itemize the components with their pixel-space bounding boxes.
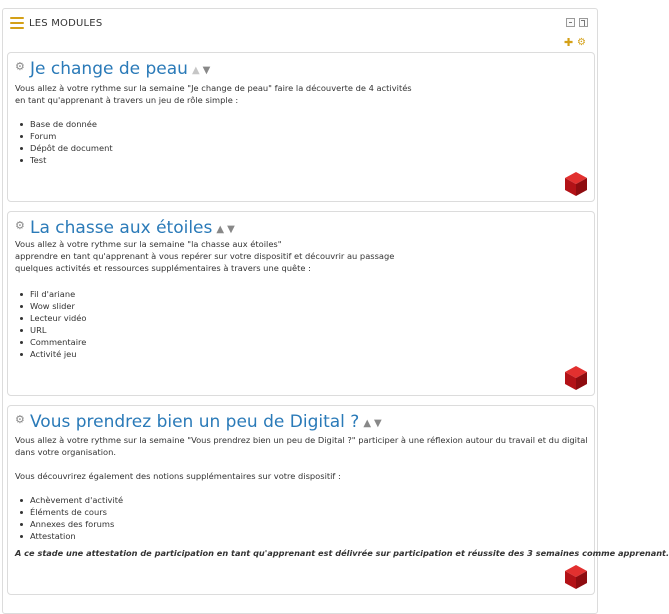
- module-description: Vous allez à votre rythme sur la semaine "Vous prendrez bien un peu de Digital ?" participer à une réflexion autour du travail et du digital dans votre organisation.: [15, 435, 588, 457]
- module-header: [15, 58, 210, 80]
- list-item: Attestation: [20, 530, 123, 542]
- forum-icon: ⚙: [15, 413, 25, 426]
- activity-list: [20, 118, 113, 166]
- move-up-icon[interactable]: ▲: [216, 223, 225, 235]
- list-item: Commentaire: [20, 336, 86, 348]
- certificate-note: A ce stade une attestation de participation en tant qu'apprenant est délivrée sur participation et réussite des 3 semaines comme apprenant.: [15, 548, 669, 558]
- move-down-icon[interactable]: ▼: [202, 64, 211, 76]
- module-description: Vous allez à votre rythme sur la semaine "la chasse aux étoiles" apprendre en tant qu'apprenant à vous repérer sur votre dispositif et découvrir au passage quelques activités et ressources supplémentaires à travers une quête :: [15, 239, 395, 273]
- module-description-secondary: Vous découvrirez également des notions supplémentaires sur votre dispositif :: [15, 471, 341, 481]
- block-header: [3, 9, 597, 57]
- module-card: [7, 211, 595, 396]
- list-item: Achèvement d'activité: [20, 494, 123, 506]
- list-item: Annexes des forums: [20, 518, 123, 530]
- list-item: Wow slider: [20, 300, 86, 312]
- module-header: [15, 217, 235, 239]
- gear-icon[interactable]: ⚙: [577, 37, 586, 48]
- list-item: Dépôt de document: [20, 142, 113, 154]
- move-up-icon[interactable]: ▲: [191, 64, 200, 76]
- module-title-link[interactable]: La chasse aux étoiles: [30, 218, 213, 238]
- module-title-link[interactable]: Vous prendrez bien un peu de Digital ?: [30, 412, 360, 432]
- forum-icon: ⚙: [15, 219, 25, 232]
- list-item: Éléments de cours: [20, 506, 123, 518]
- block-title: LES MODULES: [29, 18, 103, 29]
- module-header: [15, 411, 382, 433]
- module-card: [7, 405, 669, 595]
- menu-icon[interactable]: [10, 17, 24, 29]
- move-icon[interactable]: ✚: [564, 36, 574, 49]
- move-down-icon[interactable]: ▼: [227, 223, 235, 235]
- list-item: Forum: [20, 130, 113, 142]
- move-down-icon[interactable]: ▼: [374, 417, 382, 429]
- list-item: Lecteur vidéo: [20, 312, 86, 324]
- cube-icon[interactable]: [564, 365, 588, 391]
- list-item: Fil d'ariane: [20, 288, 86, 300]
- dock-icon[interactable]: [579, 18, 588, 27]
- list-item: Base de donnée: [20, 118, 113, 130]
- activity-list: [20, 288, 86, 360]
- module-description: Vous allez à votre rythme sur la semaine "Je change de peau" faire la découverte de 4 activités en tant qu'apprenant à travers un jeu de rôle simple :: [15, 83, 412, 105]
- move-up-icon[interactable]: ▲: [363, 417, 372, 429]
- activity-list: [20, 494, 123, 542]
- cube-icon[interactable]: [564, 171, 588, 197]
- module-card: [7, 52, 595, 202]
- forum-icon: ⚙: [15, 60, 25, 73]
- module-title-link[interactable]: Je change de peau: [30, 59, 188, 79]
- list-item: URL: [20, 324, 86, 336]
- cube-icon[interactable]: [564, 564, 588, 590]
- list-item: Activité jeu: [20, 348, 86, 360]
- minimize-icon[interactable]: [566, 18, 575, 27]
- list-item: Test: [20, 154, 113, 166]
